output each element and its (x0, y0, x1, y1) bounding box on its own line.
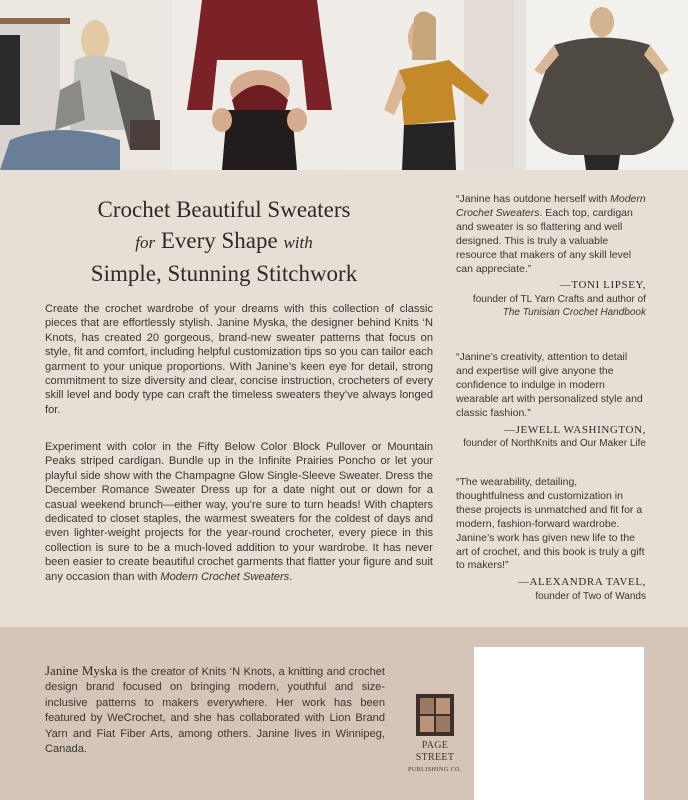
quote-author-info: founder of NorthKnits and Our Maker Life (463, 438, 646, 450)
description-paragraph-2-text: Experiment with color in the Fifty Below Color Block Pullover or Mountain Peaks striped cardigan. Bundle up in the Infinite Prairies Poncho or let your playful side show with the Champagne Glow Single-Sleeve Sweater. Dress the December Romance Sweater Dress up for a date night out or down for a casual weekend brunch—either way, you’re sure to turn heads! With chapters dedicated to closet staples, the warmest sweaters for the coldest of days and even lighter-weight projects for the year-round crocheter, every piece in this collection is sure to be a much-loved addition to your wardrobe. It has never been easier to create beautiful crochet garments that flatter your figure and suit any occasion than with (45, 441, 433, 583)
headline-script-with: with (283, 233, 313, 252)
author-bio (45, 663, 385, 757)
quote-text-start: “Janine has outdone herself with (456, 193, 611, 205)
quote-text: “Janine’s creativity, attention to detail and expertise will give anyone the confidence to indulge in modern wearable art with personalized style and classic fashion.” (456, 351, 643, 419)
barcode-area (474, 647, 644, 800)
endorsement-quote (456, 193, 646, 319)
quote-author: —ALEXANDRA TAVEL, (517, 576, 646, 589)
publisher-line-1: PAGE STREET (415, 740, 455, 763)
quote-author-book-title: The Tunisian Crochet Handbook (502, 307, 646, 319)
quote-book-title: Modern Crochet Sweaters (456, 193, 646, 219)
quote-author-book (456, 306, 646, 319)
author-bio-text: is the creator of Knits ‘N Knots, a knitting and crochet design brand focused on bringing modern, youthful and size-inclusive patterns to makers everywhere. Her work has been featured by WeCrochet, and she has collaborated with Lion Brand Yarn and Fiat Fiber Arts, among others. Janine lives in Winnipeg, Canada. (45, 666, 385, 756)
photo-block-sweater (0, 0, 172, 170)
quote-author-info: founder of Two of Wands (535, 591, 646, 603)
publisher-name (404, 740, 466, 776)
description-paragraph-2 (45, 440, 433, 584)
headline-every-shape: Every Shape (160, 228, 278, 253)
quote-text: “The wearability, detailing, thoughtfulness and customization in these projects is unmatched and fit for a modern, fashion-forward wardrobe. Janine’s work has given new life to the art of crochet, and this book is truly a gift to makers!” (456, 476, 645, 572)
quote-text-end: . Each top, cardigan and sweater is so flattering and well designed. This is truly a valuable resource that makers of any skill level can appreciate.” (456, 206, 633, 275)
description-paragraph-1: Create the crochet wardrobe of your dreams with this collection of classic pieces that are effortlessly stylish. Janine Myska, the designer behind Knits ‘N Knots, has created 20 gorgeous, brand-new sweater patterns that focus on style, fit and comfort, including helpful customization tips so you can tailor each garment to your unique proportions. With Janine’s keen eye for detail, strong commitment to size diversity and clear, concise instruction, crocheters of every skill level and body type can craft the timeless sweaters they’ve always longed for. (45, 303, 433, 416)
headline-line-2 (40, 225, 408, 258)
headline-line-1: Crochet Beautiful Sweaters (97, 197, 351, 222)
photo-grey-cardigan (514, 0, 688, 170)
headline (40, 194, 408, 289)
quote-author-info: founder of TL Yarn Crafts and author of (472, 294, 646, 306)
author-name: Janine Myska (45, 663, 118, 678)
quote-text (456, 193, 646, 276)
endorsement-quote (456, 351, 646, 450)
photo-mustard-sweater (344, 0, 514, 170)
description-paragraph-2-end: . (289, 570, 293, 583)
headline-script-for: for (135, 233, 156, 252)
book-title: Modern Crochet Sweaters (160, 570, 290, 583)
publisher-line-2: PUBLISHING CO. (407, 767, 462, 773)
quote-author: —TONI LIPSEY, (559, 279, 646, 292)
endorsement-quote (456, 476, 646, 603)
photo-strip (0, 0, 688, 170)
photo-red-sweater (172, 0, 344, 170)
quote-author: —JEWELL WASHINGTON, (504, 423, 646, 436)
headline-line-3: Simple, Stunning Stitchwork (90, 261, 358, 286)
